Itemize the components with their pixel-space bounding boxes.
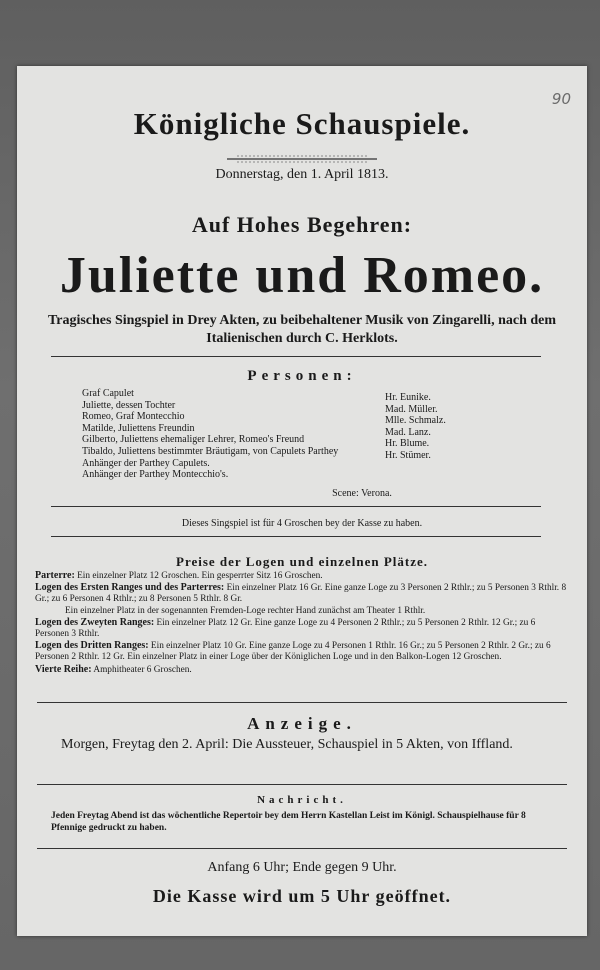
price-text: Amphitheater 6 Groschen. [91,664,192,675]
playbill-sheet [17,66,587,936]
price-label: Logen des Zweyten Ranges: [35,616,155,628]
price-label: Vierte Reihe: [35,663,92,675]
divider [51,356,541,357]
price-entry [35,640,570,663]
price-entry [35,570,570,582]
cast-actors [385,392,545,462]
price-entry [35,617,570,640]
price-text: Ein einzelner Platz in der sogenannten Fremden-Loge rechter Hand zunächst am Theater 1 Rthlr. [65,605,426,616]
price-entry [35,606,570,617]
performance-times: Anfang 6 Uhr; Ende gegen 9 Uhr. [207,860,397,875]
role-line: Gilberto, Juliettens ehemaliger Lehrer, Romeo's Freund [82,434,305,446]
actor-line: Mlle. Schmalz. [385,415,446,427]
play-title: Juliette und Romeo. [59,247,545,304]
role-line: Graf Capulet [82,388,134,399]
price-entry [35,582,570,605]
role-line: Anhänger der Parthey Montecchio's. [82,469,229,481]
price-label: Logen des Dritten Ranges: [35,640,149,652]
price-entry [35,664,570,676]
libretto-price-note: Dieses Singspiel ist für 4 Groschen bey der Kasse zu haben. [181,518,423,529]
actor-line: Hr. Blume. [385,438,430,450]
title-ornament [17,154,587,164]
divider [51,536,541,537]
role-line: Anhänger der Parthey Capulets. [82,457,210,469]
price-label: Logen des Ersten Ranges und des Parterres: [35,582,225,594]
actor-line: Hr. Stümer. [385,449,431,461]
play-subtitle: Tragisches Singspiel in Drey Akten, zu beibehaltener Musik von Zingarelli, nach dem Italienischen durch C. Herklots. [47,313,557,346]
price-text: Ein einzelner Platz 16 Gr. Eine ganze Loge zu 3 Personen 2 Rthlr.; zu 5 Personen 3 Rthlr. 8 Gr.; zu 6 Personen 4 Rthlr.; zu 8 Personen 5 Rthlr. 8 Gr. [35,583,567,605]
announcement-heading: Anzeige. [247,714,357,733]
actor-line: Mad. Lanz. [385,426,431,438]
page-number: 90 [551,90,571,108]
actor-line: Hr. Eunike. [385,392,431,403]
scene-line: Scene: Verona. [332,488,392,499]
theatre-title: Königliche Schauspiele. [133,106,471,141]
divider [51,506,541,507]
divider [37,848,567,849]
role-line: Juliette, dessen Tochter [82,399,176,411]
notice-text: Jeden Freytag Abend ist das wöchentliche Repertoir bey dem Herrn Kastellan Leist im Königl. Schauspielhause für 8 Pfennige gedruckt zu haben. [51,811,526,833]
role-line: Romeo, Graf Montecchio [82,411,185,423]
notice-heading: Nachricht. [257,794,347,806]
actor-line: Mad. Müller. [385,403,438,415]
role-line: Matilde, Juliettens Freundin [82,422,195,434]
price-text: Ein einzelner Platz 12 Groschen. Ein gesperrter Sitz 16 Groschen. [74,571,323,581]
box-office-opening: Die Kasse wird um 5 Uhr geöffnet. [152,886,452,906]
prices-heading: Preise der Logen und einzelnen Plätze. [176,554,428,569]
performance-date: Donnerstag, den 1. April 1813. [215,167,389,182]
divider [37,784,567,785]
announcement-text: Morgen, Freytag den 2. April: Die Aussteuer, Schauspiel in 5 Akten, von Iffland. [61,737,513,752]
price-list [35,570,570,676]
occasion-line: Auf Hohes Begehren: [191,212,413,237]
price-text: Ein einzelner Platz 12 Gr. Eine ganze Loge zu 4 Personen 2 Rthlr.; zu 5 Personen 2 Rthlr. 12 Gr.; zu 6 Personen 3 Rthlr. [35,617,536,640]
price-label: Parterre: [35,570,75,581]
price-text: Ein einzelner Platz 10 Gr. Eine ganze Loge zu 4 Personen 1 Rthlr. 16 Gr.; zu 5 Personen 2 Rthlr. 2 Gr.; zu 6 Personen 2 Rthlr. 12 Gr. Ein einzelner Platz in einer Loge über der Königlichen Loge und in den Balkon-Logen 12 Groschen. [35,641,551,663]
role-line: Tibaldo, Juliettens bestimmter Bräutigam, von Capulets Parthey [82,445,339,457]
divider [37,702,567,703]
persons-heading: Personen: [247,368,357,384]
